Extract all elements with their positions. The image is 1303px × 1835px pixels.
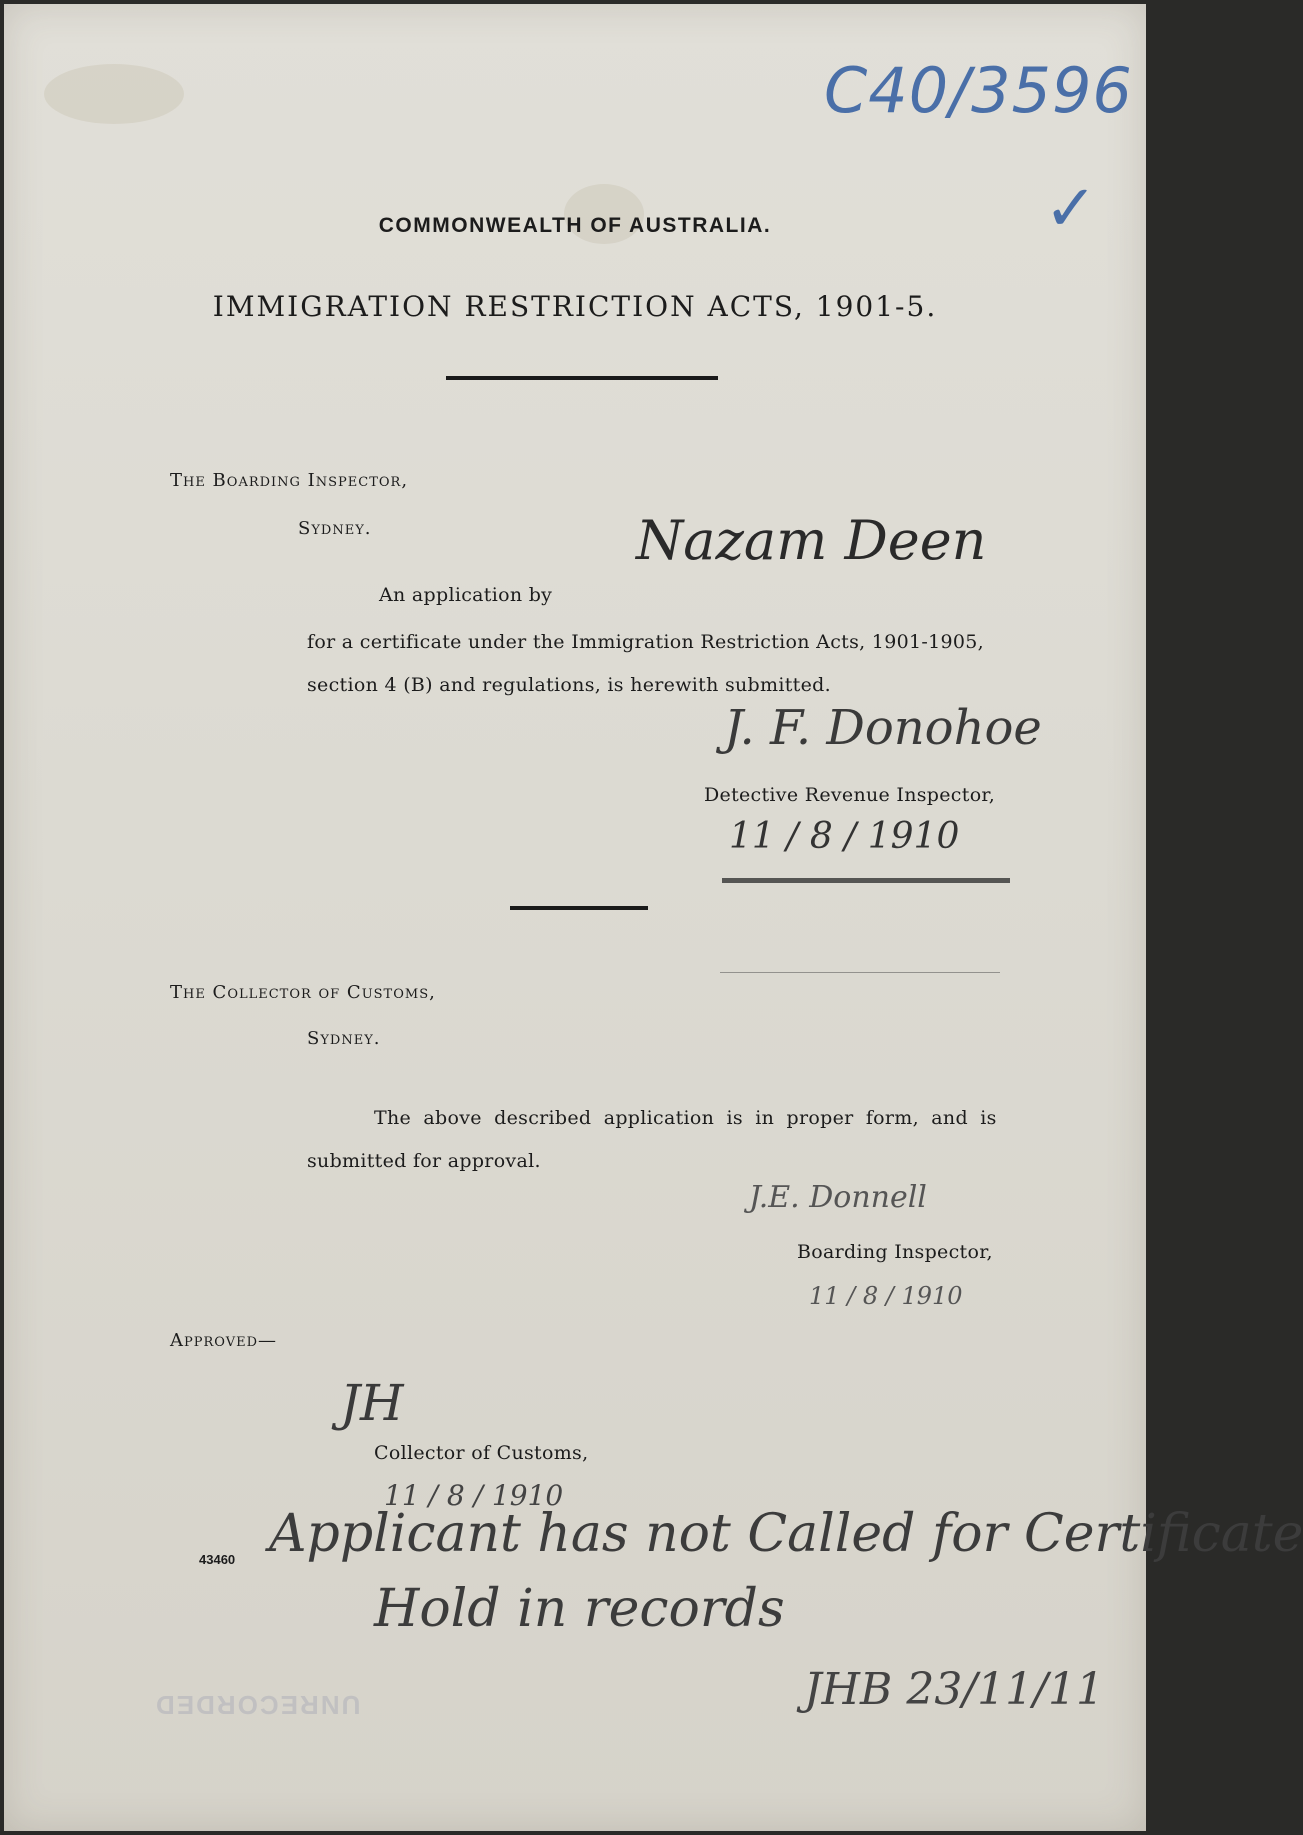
reference-number: C40/3596 xyxy=(824,54,1133,127)
faded-stamp: UNRECORDED xyxy=(154,1690,361,1720)
detective-signature: J. F. Donohoe xyxy=(724,700,1042,756)
signature-underline xyxy=(722,878,1010,883)
note-initials-date: JHB 23/11/11 xyxy=(804,1664,1104,1715)
boarding-inspector-date: 11 / 8 / 1910 xyxy=(809,1282,963,1310)
addressee-boarding-inspector: The Boarding Inspector, xyxy=(170,470,409,491)
application-by-label: An application by xyxy=(379,584,553,606)
check-mark: ✓ xyxy=(1044,172,1098,246)
section-rule xyxy=(510,906,648,910)
approved-label: Approved— xyxy=(170,1330,278,1351)
approval-body-line2: submitted for approval. xyxy=(307,1150,541,1172)
application-body-line2: section 4 (B) and regulations, is herewith submitted. xyxy=(307,674,831,696)
boarding-inspector-title: Boarding Inspector, xyxy=(797,1241,993,1263)
handwritten-note-line1: Applicant has not Called for Certificate xyxy=(269,1504,1303,1564)
collector-date: 11 / 8 / 1910 xyxy=(384,1479,564,1512)
applicant-name-handwritten: Nazam Deen xyxy=(636,509,987,572)
addressee-sydney: Sydney. xyxy=(298,518,372,539)
collector-initials: JH xyxy=(340,1374,404,1432)
document-page xyxy=(4,4,1303,1831)
acts-title: IMMIGRATION RESTRICTION ACTS, 1901-5. xyxy=(212,290,938,323)
approval-body-line1: The above described application is in proper form, and is xyxy=(374,1107,997,1129)
detective-date: 11 / 8 / 1910 xyxy=(729,816,960,857)
form-number: 43460 xyxy=(199,1552,236,1567)
collector-title: Collector of Customs, xyxy=(374,1442,589,1464)
application-body-line1: for a certificate under the Immigration Restriction Acts, 1901-1905, xyxy=(307,631,984,653)
boarding-inspector-signature: J.E. Donnell xyxy=(749,1180,927,1215)
addressee-collector: The Collector of Customs, xyxy=(170,982,436,1003)
country-heading: COMMONWEALTH OF AUSTRALIA. xyxy=(378,214,772,237)
detective-title: Detective Revenue Inspector, xyxy=(704,784,996,806)
title-rule xyxy=(446,376,718,380)
faint-rule xyxy=(720,972,1000,973)
addressee-sydney-2: Sydney. xyxy=(307,1028,381,1049)
paper-stain xyxy=(44,64,184,124)
handwritten-note-line2: Hold in records xyxy=(374,1579,785,1639)
